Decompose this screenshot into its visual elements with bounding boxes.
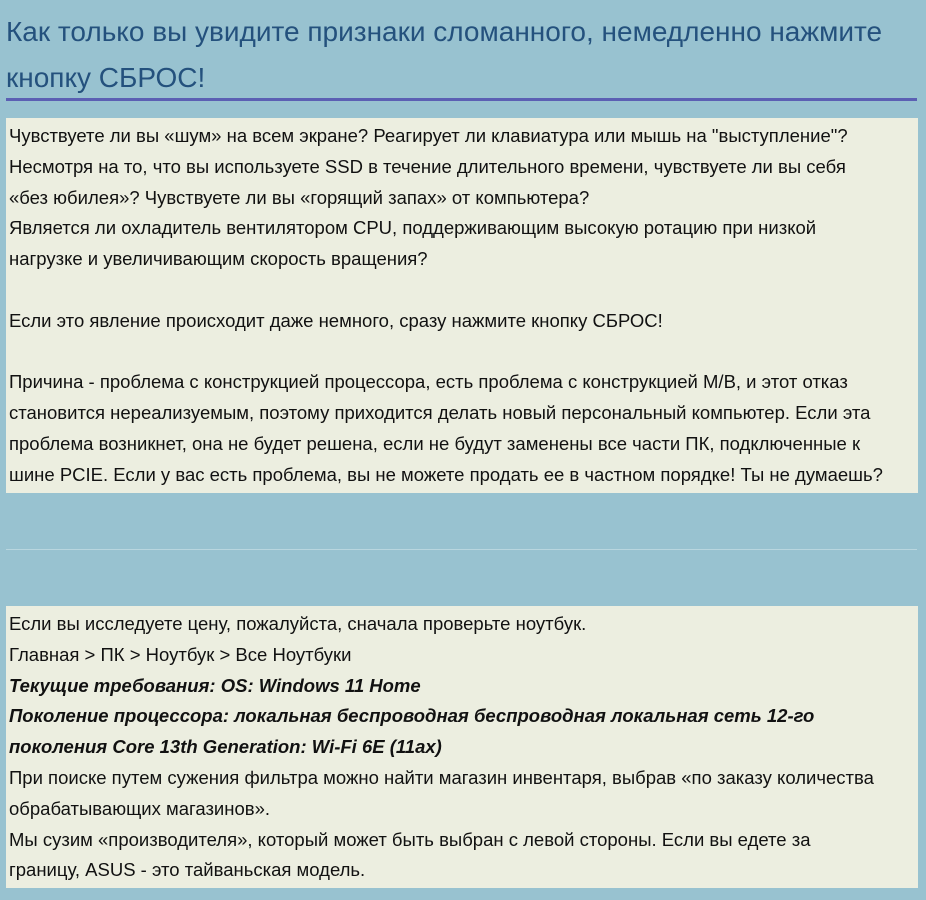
requirement-cpu-line: поколения Core 13th Generation: Wi-Fi 6E (11ax) bbox=[9, 736, 442, 758]
reset-advice-paragraph: Если это явление происходит даже немного, сразу нажмите кнопку СБРОС! bbox=[9, 309, 663, 331]
requirement-cpu-line: Поколение процессора: локальная беспроводная беспроводная локальная сеть 12-го bbox=[9, 705, 815, 727]
filter-tip-line: При поиске путем сужения фильтра можно найти магазин инвентаря, выбрав «по заказу количества bbox=[9, 766, 874, 788]
page-title: Как только вы увидите признаки сломанного, немедленно нажмите кнопку СБРОС! bbox=[6, 16, 883, 93]
section-divider bbox=[6, 549, 917, 550]
cause-line: шине PCIE. Если у вас есть проблема, вы не можете продать ее в частном порядке! Ты не думаешь? bbox=[9, 463, 883, 485]
symptoms-line: Несмотря на то, что вы используете SSD в течение длительного времени, чувствуете ли вы себя bbox=[9, 155, 846, 177]
filter-tip-line: обрабатывающих магазинов». bbox=[9, 797, 271, 819]
cause-line: проблема возникнет, она не будет решена, если не будут заменены все части ПК, подключенные к bbox=[9, 432, 861, 454]
requirement-os: Текущие требования: OS: Windows 11 Home bbox=[9, 674, 421, 696]
manufacturer-tip-line: границу, ASUS - это тайваньская модель. bbox=[9, 859, 366, 881]
intro-text: Если вы исследуете цену, пожалуйста, сначала проверьте ноутбук. bbox=[9, 613, 587, 634]
symptoms-line: Чувствуете ли вы «шум» на всем экране? Реагирует ли клавиатура или мышь на "выступление"? bbox=[9, 125, 848, 146]
manufacturer-tip bbox=[9, 825, 918, 887]
symptoms-line: «без юбилея»? Чувствуете ли вы «горящий запах» от компьютера? bbox=[9, 186, 590, 208]
filter-tip bbox=[9, 763, 918, 825]
requirement-cpu bbox=[9, 701, 918, 763]
cause-paragraph bbox=[9, 367, 918, 490]
breadcrumb: Главная > ПК > Ноутбук > Все Ноутбуки bbox=[9, 643, 352, 665]
symptoms-line: Является ли охладитель вентилятором CPU, поддерживающим высокую ротацию при низкой bbox=[9, 217, 817, 239]
warning-text-block bbox=[6, 118, 918, 493]
title-underline bbox=[6, 98, 917, 101]
cause-line: Причина - проблема с конструкцией процессора, есть проблема с конструкцией M/B, и этот отказ bbox=[9, 371, 848, 393]
symptoms-line: нагрузке и увеличивающим скорость вращения? bbox=[9, 248, 428, 270]
manufacturer-tip-line: Мы сузим «производителя», который может быть выбран с левой стороны. Если вы едете за bbox=[9, 828, 811, 850]
cause-line: становится нереализуемым, поэтому приходится делать новый персональный компьютер. Если эта bbox=[9, 402, 871, 424]
price-info-block bbox=[6, 606, 918, 888]
symptoms-paragraph bbox=[9, 121, 918, 275]
